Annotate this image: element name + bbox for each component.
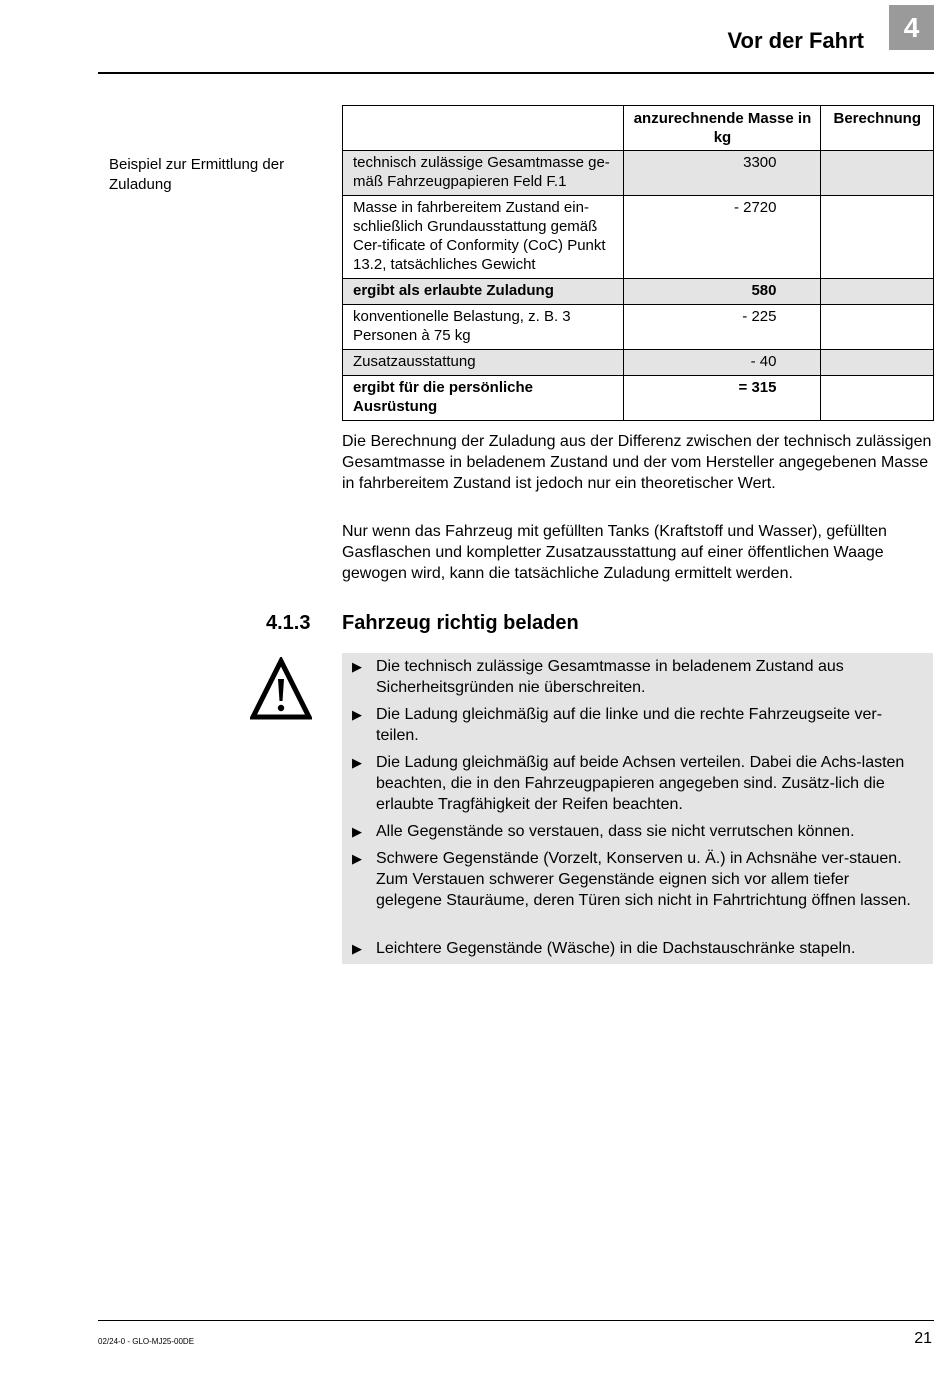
row-value: 3300: [624, 151, 821, 196]
table-row: [343, 279, 934, 305]
bullet-arrow-icon: ▶: [352, 755, 362, 770]
loading-instructions-box: [342, 653, 933, 964]
row-value: - 225: [624, 305, 821, 350]
row-calc: [821, 196, 934, 279]
list-item: [352, 938, 912, 959]
row-desc: Zusatzausstattung: [343, 350, 624, 376]
bullet-arrow-icon: ▶: [352, 851, 362, 866]
body-paragraph: Die Berechnung der Zuladung aus der Differenz zwischen der technisch zulässigen Gesamtmasse in beladenem Zustand und der vom Hersteller angegebenen Masse in fahrbereitem Zustand ist jedoch nur ein theoretischer Wert.: [342, 433, 932, 492]
row-value: - 40: [624, 350, 821, 376]
header-divider: [98, 72, 934, 74]
table-row: [343, 305, 934, 350]
bullet-arrow-icon: ▶: [352, 659, 362, 674]
row-desc: ergibt als erlaubte Zuladung: [343, 279, 624, 305]
table-header-desc: [343, 106, 624, 151]
list-item-text: Leichtere Gegenstände (Wäsche) in die Dachstauschränke stapeln.: [376, 940, 856, 957]
chapter-badge: 4: [889, 5, 934, 50]
row-calc: [821, 279, 934, 305]
table-row: [343, 151, 934, 196]
list-item-text: Schwere Gegenstände (Vorzelt, Konserven u. Ä.) in Achsnähe ver-stauen. Zum Verstauen schwerer Gegenstände eignen sich vor allem tiefer gelegene Stauräume, deren Türen sich nicht in Fahrtrichtung öffnen lassen.: [376, 850, 911, 909]
body-paragraph: Nur wenn das Fahrzeug mit gefüllten Tanks (Kraftstoff und Wasser), gefüllten Gasflaschen und kompletter Zusatzausstattung auf einer öffentlichen Waage gewogen wird, kann die tatsächliche Zuladung ermittelt werden.: [342, 523, 887, 582]
row-value: = 315: [624, 376, 821, 421]
bullet-arrow-icon: ▶: [352, 941, 362, 956]
document-code: 02/24-0 - GLO-MJ25-00DE: [98, 1337, 195, 1346]
table-side-label: Beispiel zur Ermittlung der Zuladung: [109, 156, 285, 193]
bullet-arrow-icon: ▶: [352, 707, 362, 722]
row-desc: Masse in fahrbereitem Zustand ein-schließlich Grundausstattung gemäß Cer-tificate of Conformity (CoC) Punkt 13.2, tatsächliches Gewicht: [343, 196, 624, 279]
list-item: [352, 848, 912, 911]
page-number: 21: [914, 1330, 932, 1347]
list-item: [352, 752, 912, 815]
row-desc: ergibt für die persönliche Ausrüstung: [343, 376, 624, 421]
row-desc: konventionelle Belastung, z. B. 3 Personen à 75 kg: [343, 305, 624, 350]
row-value: - 2720: [624, 196, 821, 279]
list-item-text: Die technisch zulässige Gesamtmasse in beladenem Zustand aus Sicherheitsgründen nie überschreiten.: [376, 658, 844, 696]
list-item: [352, 656, 912, 698]
list-item: [352, 704, 912, 746]
table-row: [343, 196, 934, 279]
row-calc: [821, 376, 934, 421]
table-row: [343, 350, 934, 376]
list-item-text: Alle Gegenstände so verstauen, dass sie nicht verrutschen können.: [376, 823, 855, 840]
table-header-calc: Berechnung: [821, 106, 934, 151]
footer-divider: [98, 1320, 934, 1321]
list-item-text: Die Ladung gleichmäßig auf die linke und die rechte Fahrzeugseite ver-teilen.: [376, 706, 883, 744]
bullet-arrow-icon: ▶: [352, 824, 362, 839]
warning-triangle-icon: [250, 657, 312, 721]
table-header-mass: anzurechnende Masse in kg: [624, 106, 821, 151]
list-item-text: Die Ladung gleichmäßig auf beide Achsen verteilen. Dabei die Achs-lasten beachten, die in den Fahrzeugpapieren angegeben sind. Zusätz-lich die erlaubte Tragfähigkeit der Reifen beachten.: [376, 754, 905, 813]
row-desc: technisch zulässige Gesamtmasse ge-mäß Fahrzeugpapieren Feld F.1: [343, 151, 624, 196]
section-title: Fahrzeug richtig beladen: [342, 612, 579, 634]
table-row: [343, 376, 934, 421]
list-item: [352, 821, 912, 842]
row-calc: [821, 305, 934, 350]
row-calc: [821, 350, 934, 376]
section-number: 4.1.3: [266, 612, 311, 634]
row-value: 580: [624, 279, 821, 305]
table-header-row: [343, 106, 934, 151]
payload-calculation-table: [342, 105, 934, 421]
page-header-title: Vor der Fahrt: [727, 28, 864, 53]
row-calc: [821, 151, 934, 196]
